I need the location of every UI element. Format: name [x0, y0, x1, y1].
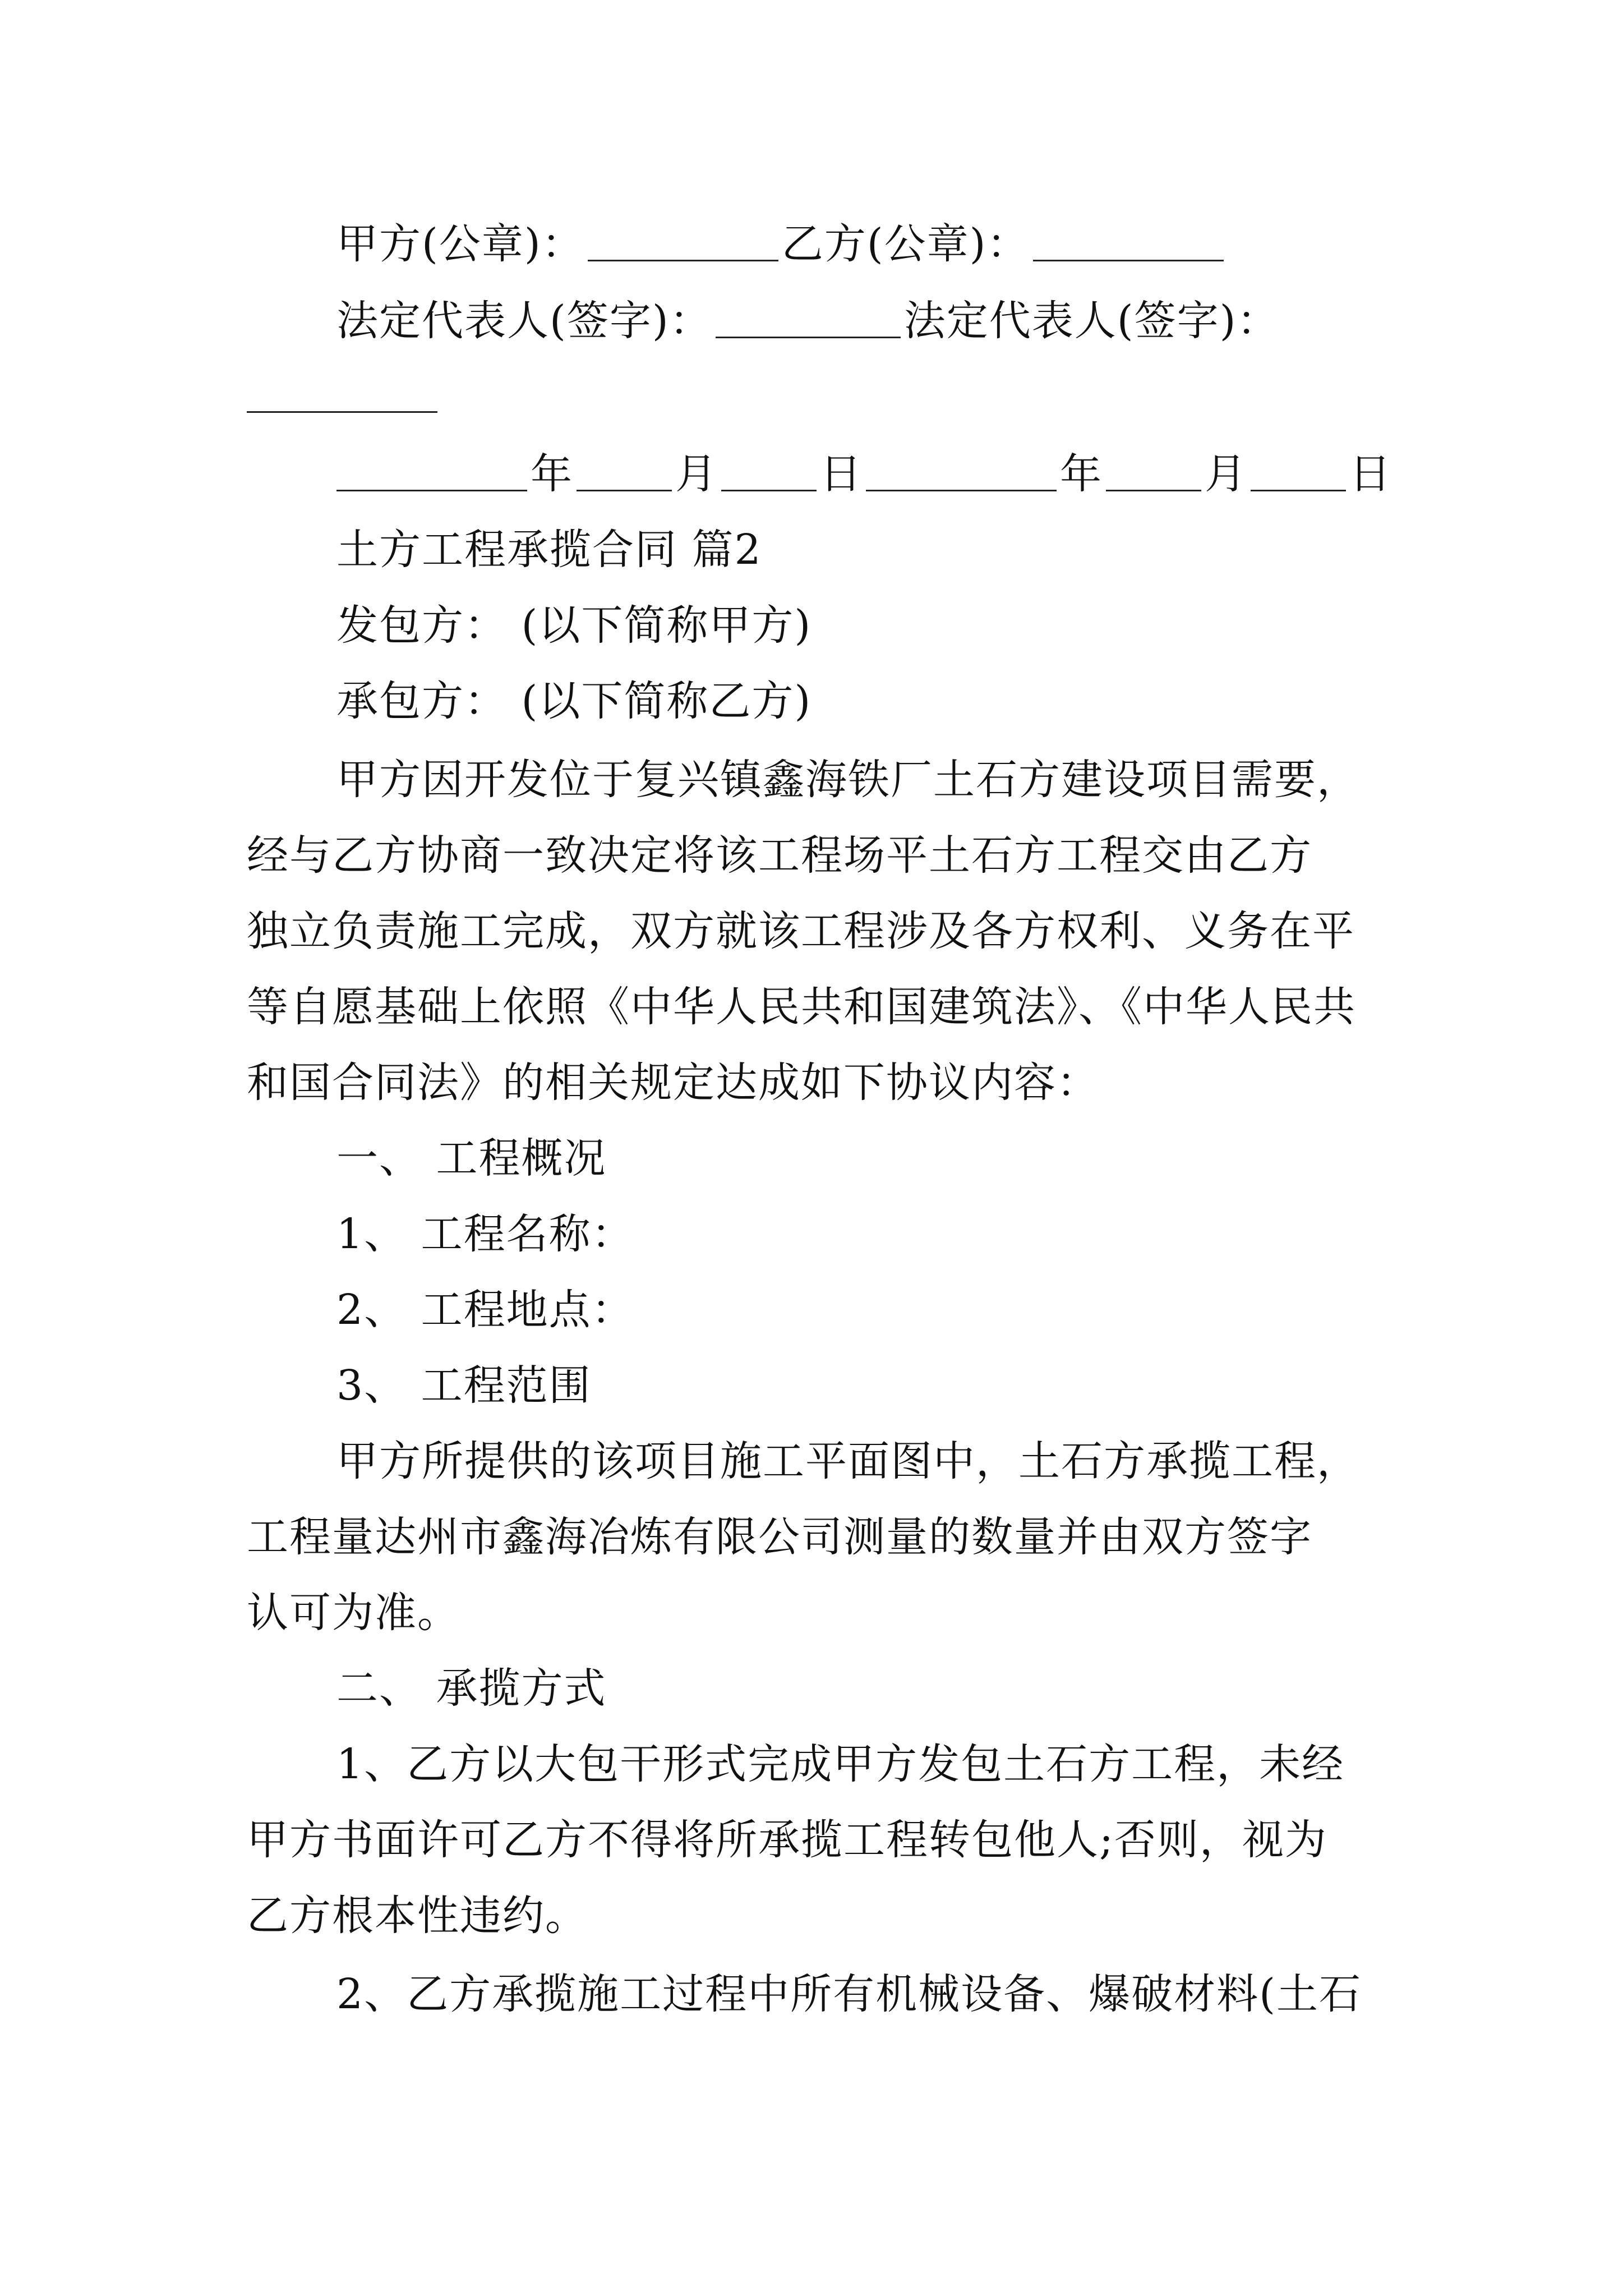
rep-a-blank	[716, 297, 901, 338]
rep-b-blank	[247, 372, 437, 413]
date-b-day: 日	[1349, 450, 1392, 498]
date-a-day-blank	[721, 450, 817, 491]
item-2: 2、 工程地点：	[336, 1286, 634, 1334]
clause-1-line-1: 1、乙方以大包干形式完成甲方发包土石方工程，未经	[336, 1740, 1345, 1788]
date-a-day: 日	[820, 450, 863, 498]
scope-line-1: 甲方所提供的该项目施工平面图中，土石方承揽工程，	[336, 1437, 1359, 1485]
party-a-seal-label: 甲方(公章)：	[336, 220, 584, 268]
date-a-month-blank	[577, 450, 672, 491]
intro-line-1: 甲方因开发位于复兴镇鑫海铁厂土石方建设项目需要，	[336, 756, 1359, 804]
rep-b-label: 法定代表人(签字)：	[903, 297, 1280, 345]
party-a-seal-blank	[588, 220, 778, 261]
date-b-month: 月	[1205, 450, 1247, 498]
contractor-line: 承包方： (以下简称乙方)	[336, 677, 812, 725]
clause-2-line-1: 2、乙方承揽施工过程中所有机械设备、爆破材料(土石	[336, 1970, 1362, 2018]
scope-line-2: 工程量达州市鑫海冶炼有限公司测量的数量并由双方签字	[247, 1513, 1312, 1561]
date-line	[336, 446, 1413, 502]
seal-line	[336, 216, 1413, 272]
item-1: 1、 工程名称：	[336, 1210, 634, 1258]
date-b-year: 年	[1060, 450, 1103, 498]
rep-a-label: 法定代表人(签字)：	[336, 297, 712, 345]
representative-line	[336, 293, 1413, 349]
date-b-year-blank	[866, 450, 1057, 491]
scope-line-3: 认可为准。	[247, 1589, 460, 1637]
party-b-seal-label: 乙方(公章)：	[781, 220, 1030, 268]
date-a-month: 月	[675, 450, 718, 498]
date-b-month-blank	[1106, 450, 1201, 491]
date-b-day-blank	[1251, 450, 1346, 491]
clause-1-line-2: 甲方书面许可乙方不得将所承揽工程转包他人;否则，视为	[247, 1816, 1327, 1864]
section-1-title: 一、 工程概况	[336, 1134, 607, 1182]
date-a-year: 年	[531, 450, 573, 498]
intro-line-2: 经与乙方协商一致决定将该工程场平土石方工程交由乙方	[247, 831, 1312, 880]
rep-b-blank-line	[247, 367, 1413, 424]
intro-line-5: 和国合同法》的相关规定达成如下协议内容：	[247, 1059, 1099, 1107]
intro-line-3: 独立负责施工完成，双方就该工程涉及各方权利、义务在平	[247, 907, 1355, 955]
date-a-year-blank	[336, 450, 527, 491]
item-3: 3、 工程范围	[336, 1361, 592, 1410]
employer-line: 发包方： (以下简称甲方)	[336, 601, 812, 650]
intro-line-4: 等自愿基础上依照《中华人民共和国建筑法》、《中华人民共	[247, 983, 1356, 1031]
party-b-seal-blank	[1033, 220, 1224, 261]
section-2-title: 二、 承揽方式	[336, 1664, 607, 1713]
clause-1-line-3: 乙方根本性违约。	[247, 1892, 588, 1940]
contract-title: 土方工程承揽合同 篇2	[336, 526, 762, 574]
